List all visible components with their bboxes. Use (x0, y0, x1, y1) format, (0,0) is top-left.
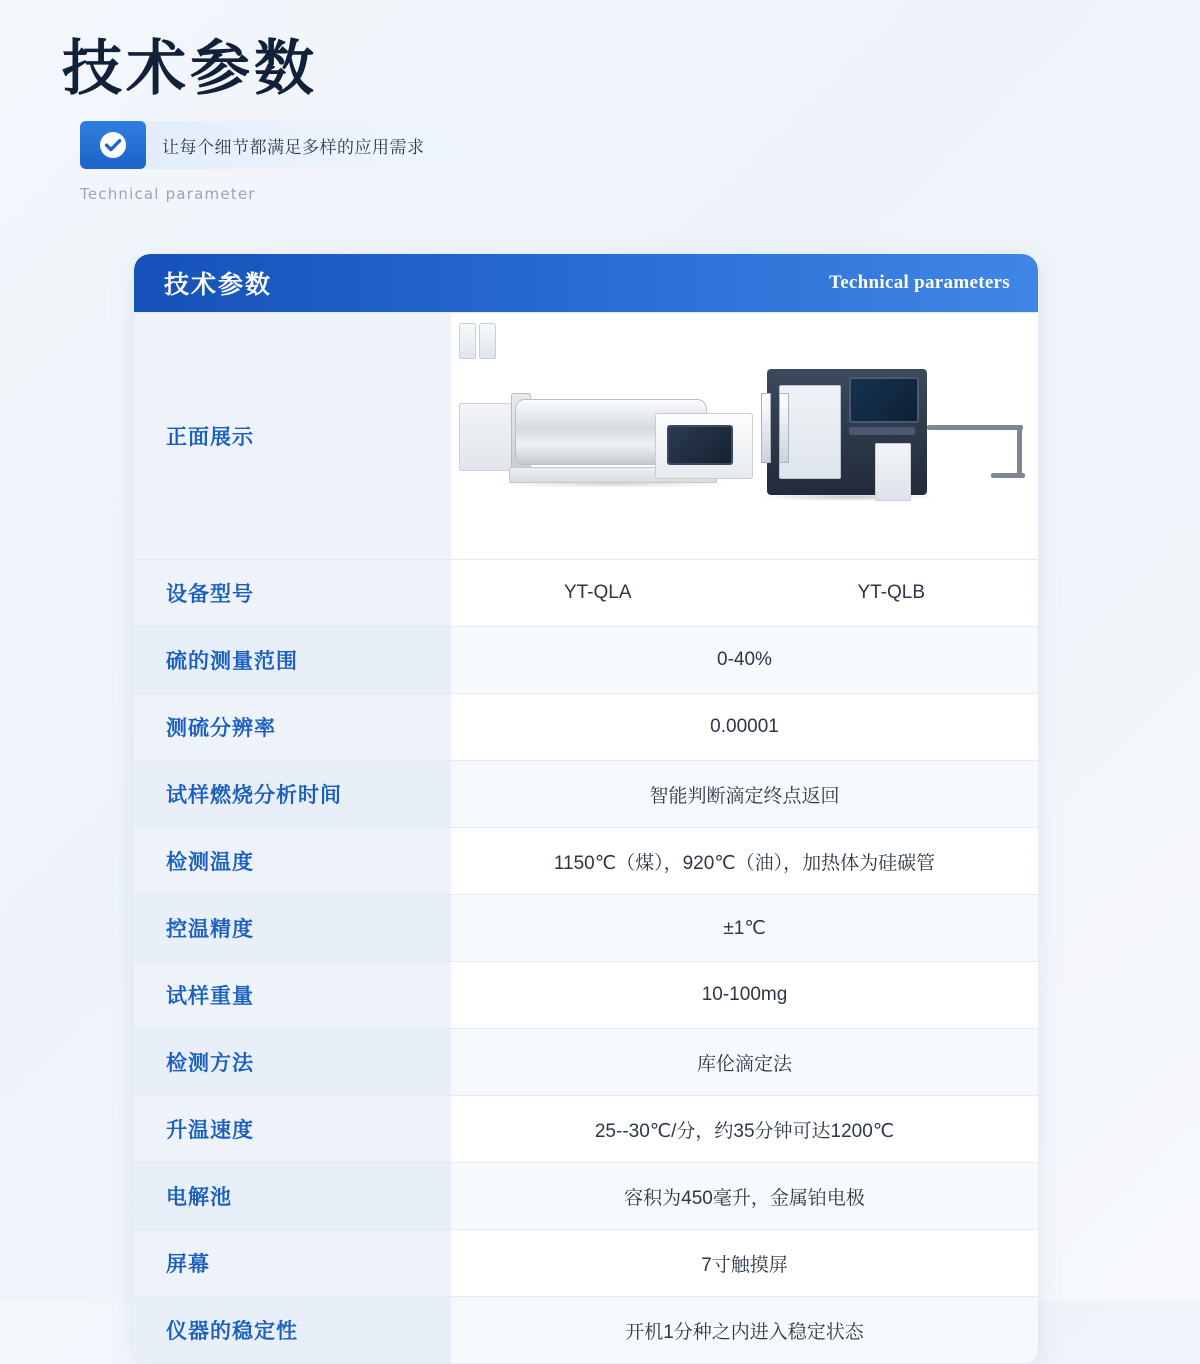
row-value-model-right: YT-QLB (745, 560, 1039, 627)
row-label: 检测温度 (134, 828, 451, 895)
product-image-left (451, 313, 745, 560)
row-label: 测硫分辨率 (134, 694, 451, 761)
row-value: 7寸触摸屏 (451, 1230, 1038, 1297)
row-label: 试样重量 (134, 962, 451, 1029)
table-row (134, 1297, 1038, 1364)
row-label: 控温精度 (134, 895, 451, 962)
row-label: 检测方法 (134, 1029, 451, 1096)
table-row-model (134, 560, 1038, 627)
row-value: 25--30℃/分，约35分钟可达1200℃ (451, 1096, 1038, 1163)
table-row (134, 895, 1038, 962)
row-value: ±1℃ (451, 895, 1038, 962)
row-label: 屏幕 (134, 1230, 451, 1297)
row-value: 0.00001 (451, 694, 1038, 761)
table-row (134, 1230, 1038, 1297)
table-row (134, 828, 1038, 895)
table-row (134, 1163, 1038, 1230)
row-value: 1150℃（煤），920℃（油），加热体为硅碳管 (451, 828, 1038, 895)
subtitle-banner (80, 121, 540, 169)
page-title: 技术参数 (62, 35, 318, 102)
row-value: 0-40% (451, 627, 1038, 694)
row-label-front-view: 正面展示 (134, 313, 451, 560)
page-header (0, 0, 1200, 203)
table-row (134, 627, 1038, 694)
row-label: 电解池 (134, 1163, 451, 1230)
row-label: 仪器的稳定性 (134, 1297, 451, 1364)
spec-card (134, 254, 1038, 1364)
table-row (134, 962, 1038, 1029)
row-value: 库伦滴定法 (451, 1029, 1038, 1096)
row-value: 智能判断滴定终点返回 (451, 761, 1038, 828)
row-label: 硫的测量范围 (134, 627, 451, 694)
device-illustration-qla (451, 351, 751, 521)
row-value-model-left: YT-QLA (451, 560, 745, 627)
row-value: 开机1分种之内进入稳定状态 (451, 1297, 1038, 1364)
spec-card-header (134, 254, 1038, 312)
english-subtitle: Technical parameter (80, 185, 256, 203)
table-row (134, 1029, 1038, 1096)
check-circle-icon (80, 121, 146, 169)
row-value: 10-100mg (451, 962, 1038, 1029)
table-row (134, 1096, 1038, 1163)
device-illustration-qlb (745, 351, 1039, 521)
row-value: 容积为450毫升，金属铂电极 (451, 1163, 1038, 1230)
spec-card-title-en: Technical parameters (828, 272, 1010, 293)
table-row (134, 761, 1038, 828)
table-row (134, 694, 1038, 761)
subtitle-text: 让每个细节都满足多样的应用需求 (162, 137, 425, 157)
row-label-model: 设备型号 (134, 560, 451, 627)
row-label: 试样燃烧分析时间 (134, 761, 451, 828)
row-label: 升温速度 (134, 1096, 451, 1163)
spec-table (134, 312, 1038, 1364)
product-image-right (745, 313, 1039, 560)
table-row-front-view (134, 313, 1038, 560)
spec-card-title-cn: 技术参数 (164, 271, 273, 299)
